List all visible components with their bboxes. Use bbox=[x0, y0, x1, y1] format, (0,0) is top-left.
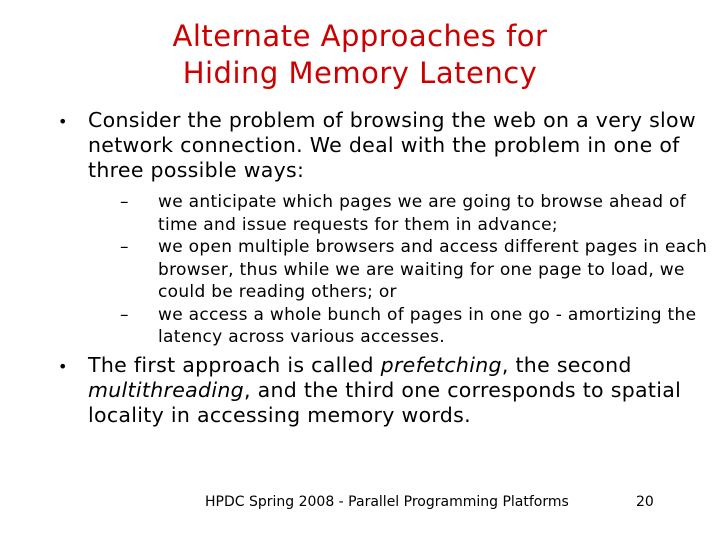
slide-footer: HPDC Spring 2008 - Parallel Programming Platforms bbox=[205, 494, 569, 510]
text-segment: , the second bbox=[501, 353, 632, 377]
bullet-marker: • bbox=[58, 357, 68, 376]
bullet-block-1 bbox=[58, 108, 708, 349]
sub-item bbox=[120, 236, 720, 304]
bullet-text bbox=[88, 353, 703, 428]
term-multithreading: multithreading bbox=[88, 378, 244, 402]
sub-item-text: we open multiple browsers and access different pages in each browser, thus while we are waiting for one page to load, we could be reading others; or bbox=[158, 237, 708, 302]
dash-marker: – bbox=[120, 192, 129, 212]
text-segment: The first approach is called bbox=[88, 353, 381, 377]
title-line-2: Hiding Memory Latency bbox=[182, 56, 538, 90]
sub-item-text: we access a whole bunch of pages in one go - amortizing the latency across various accesses. bbox=[158, 304, 697, 347]
bullet-item bbox=[58, 353, 703, 428]
sub-list bbox=[120, 191, 720, 349]
dash-marker: – bbox=[120, 304, 129, 325]
dash-marker: – bbox=[120, 237, 129, 257]
term-prefetching: prefetching bbox=[380, 353, 502, 377]
bullet-text: Consider the problem of browsing the web on a very slow network connection. We deal with the problem in one of three possible ways: bbox=[88, 108, 696, 182]
bullet-marker: • bbox=[58, 112, 68, 131]
bullet-block-2 bbox=[58, 353, 703, 428]
page-number: 20 bbox=[636, 494, 654, 510]
sub-item bbox=[120, 304, 720, 349]
text-segment: , and the third one corresponds to spatial locality in accessing memory words. bbox=[88, 378, 682, 427]
sub-item-text: we anticipate which pages we are going to browse ahead of time and issue requests for them in advance; bbox=[158, 192, 686, 235]
title-line-1: Alternate Approaches for bbox=[172, 19, 548, 53]
slide-title bbox=[0, 18, 720, 92]
sub-item bbox=[120, 191, 720, 236]
bullet-item bbox=[58, 108, 703, 183]
